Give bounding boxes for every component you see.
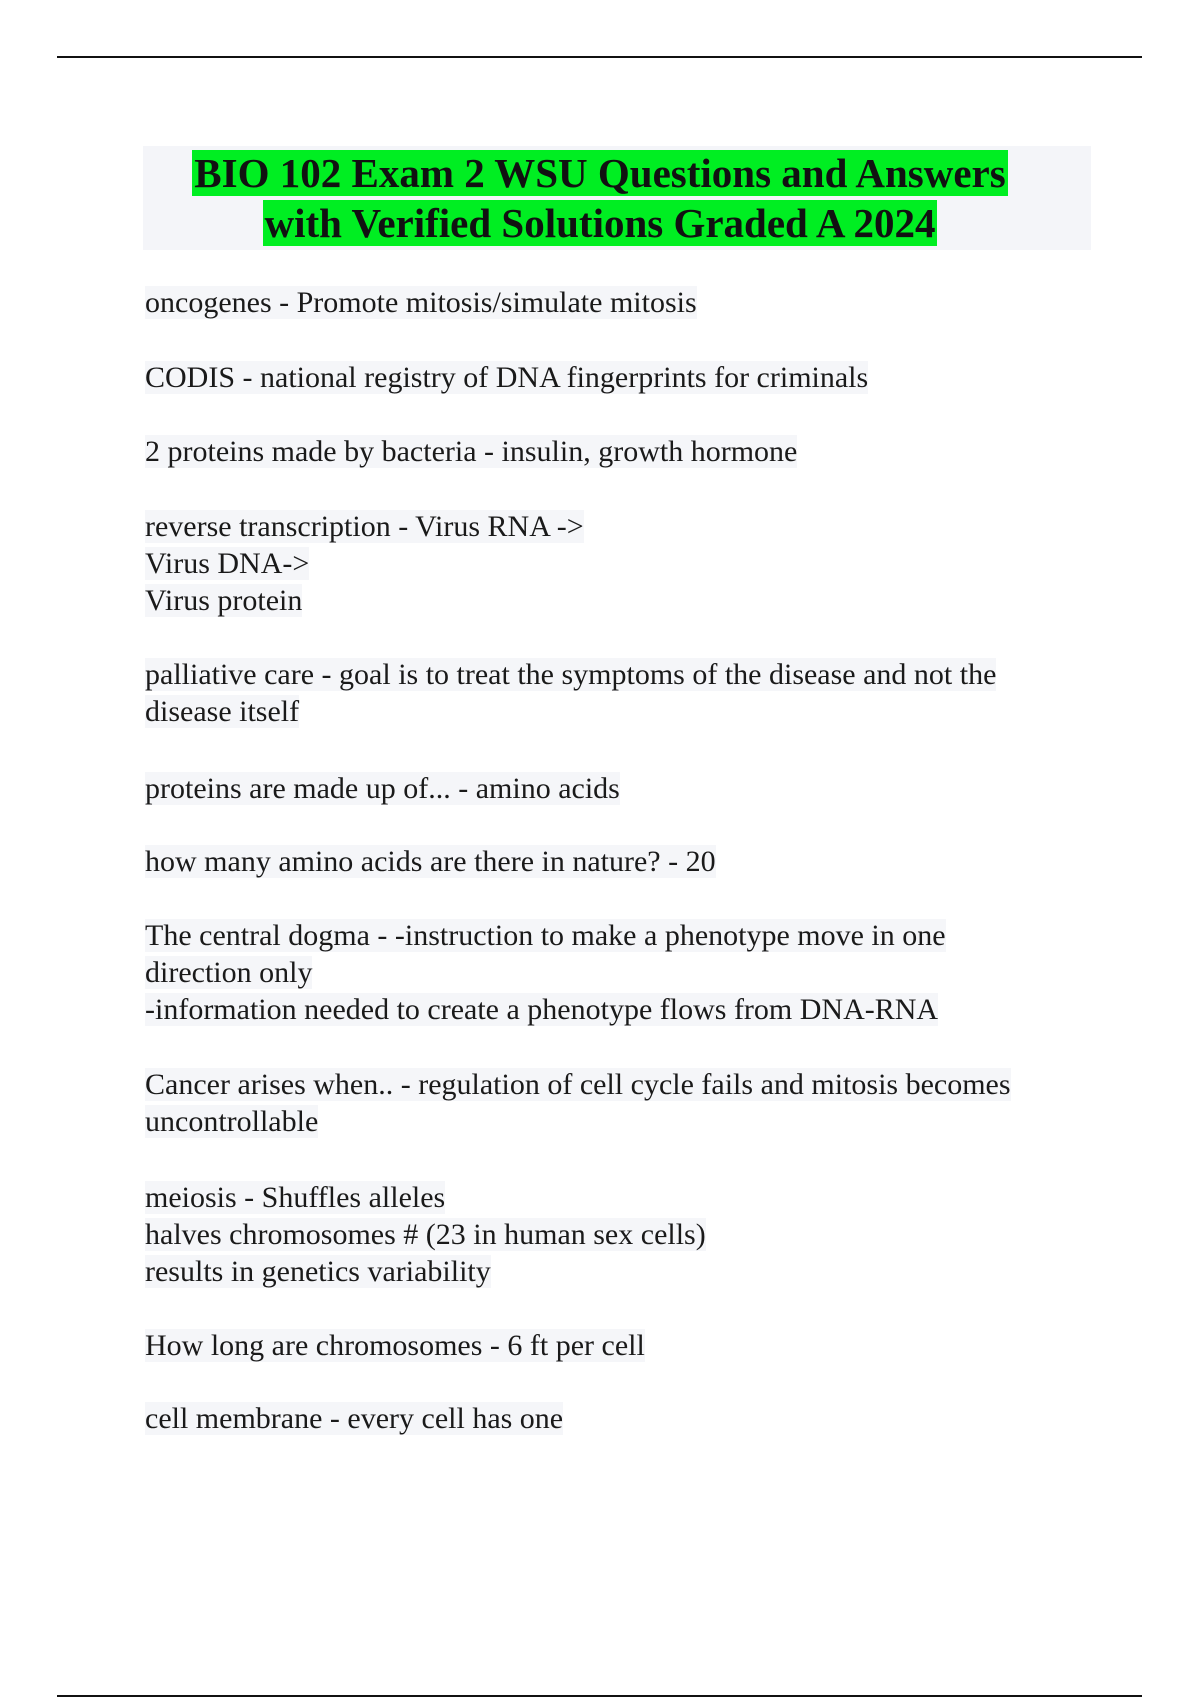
qa-line: results in genetics variability bbox=[145, 1255, 491, 1288]
bottom-rule bbox=[57, 1695, 1142, 1697]
qa-entry bbox=[145, 1066, 1145, 1140]
qa-line: oncogenes - Promote mitosis/simulate mitosis bbox=[145, 286, 697, 319]
qa-line: Cancer arises when.. - regulation of cell cycle fails and mitosis becomes bbox=[145, 1068, 1011, 1101]
qa-entry bbox=[145, 433, 1145, 470]
qa-line: -information needed to create a phenotype flows from DNA-RNA bbox=[145, 993, 939, 1026]
qa-line: uncontrollable bbox=[145, 1105, 319, 1138]
qa-entry bbox=[145, 1327, 1145, 1364]
qa-line: Virus protein bbox=[145, 584, 303, 617]
qa-line: 2 proteins made by bacteria - insulin, growth hormone bbox=[145, 435, 798, 468]
qa-line: cell membrane - every cell has one bbox=[145, 1402, 564, 1435]
document-title-line-2: with Verified Solutions Graded A 2024 bbox=[264, 200, 936, 246]
qa-entry bbox=[145, 508, 1145, 619]
qa-line: How long are chromosomes - 6 ft per cell bbox=[145, 1329, 645, 1362]
qa-entry bbox=[145, 359, 1145, 396]
qa-line: reverse transcription - Virus RNA -> bbox=[145, 510, 584, 543]
document-title-line-1: BIO 102 Exam 2 WSU Questions and Answers bbox=[194, 150, 1006, 196]
qa-entry bbox=[145, 1179, 1145, 1290]
top-rule bbox=[57, 56, 1142, 58]
qa-line: disease itself bbox=[145, 695, 300, 728]
qa-entry bbox=[145, 770, 1145, 807]
qa-line: CODIS - national registry of DNA fingerprints for criminals bbox=[145, 361, 869, 394]
qa-line: palliative care - goal is to treat the symptoms of the disease and not the bbox=[145, 658, 997, 691]
qa-entry bbox=[145, 284, 1145, 321]
qa-line: proteins are made up of... - amino acids bbox=[145, 772, 620, 805]
qa-line: meiosis - Shuffles alleles bbox=[145, 1181, 446, 1214]
qa-line: halves chromosomes # (23 in human sex cells) bbox=[145, 1218, 706, 1251]
qa-entry bbox=[145, 1400, 1145, 1437]
qa-line: Virus DNA-> bbox=[145, 547, 310, 580]
qa-entry bbox=[145, 917, 1145, 1028]
qa-entry bbox=[145, 656, 1145, 730]
qa-entry bbox=[145, 843, 1145, 880]
qa-line: The central dogma - -instruction to make a phenotype move in one bbox=[145, 919, 946, 952]
qa-line: direction only bbox=[145, 956, 313, 989]
qa-line: how many amino acids are there in nature? - 20 bbox=[145, 845, 716, 878]
